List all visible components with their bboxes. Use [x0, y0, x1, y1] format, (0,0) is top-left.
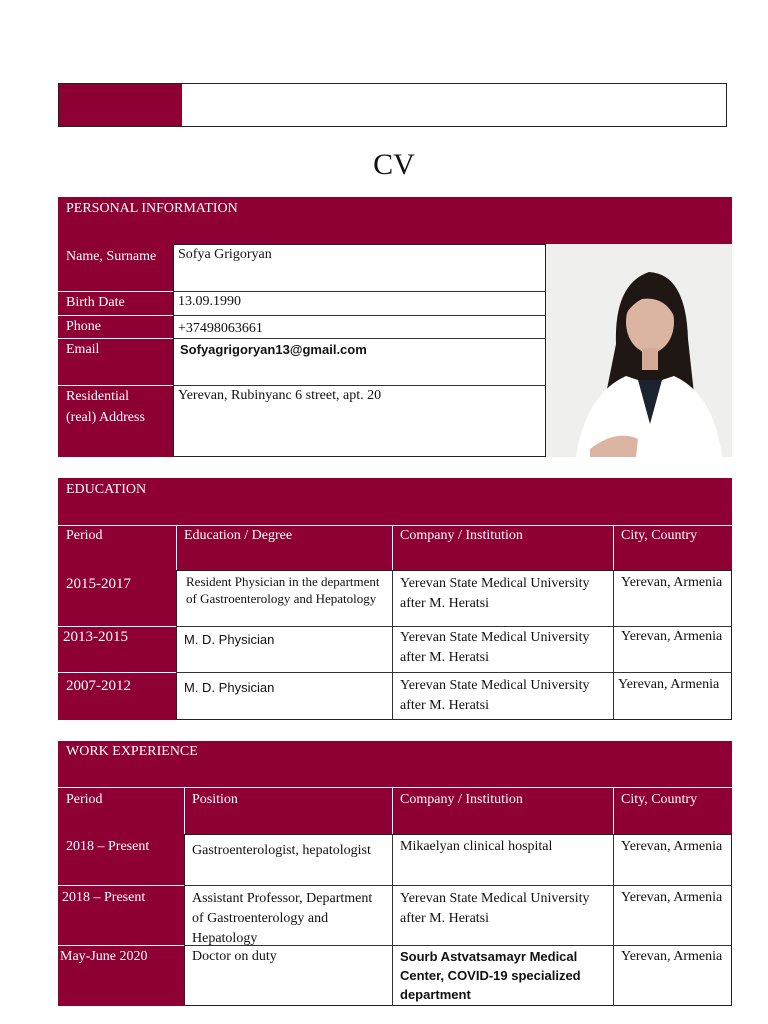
address-value: Yerevan, Rubinyanc 6 street, apt. 20	[178, 388, 382, 403]
work-row2-position: Assistant Professor, Department of Gastroenterology and Hepatology	[192, 891, 373, 946]
edu-row3-institution: Yerevan State Medical University after M. Heratsi	[400, 678, 590, 713]
edu-row2-institution: Yerevan State Medical University after M. Heratsi	[400, 630, 590, 665]
edu-row1-city: Yerevan, Armenia	[621, 575, 723, 590]
work-row1-city: Yerevan, Armenia	[621, 839, 723, 854]
edu-col-city: City, Country	[621, 528, 698, 543]
email-label: Email	[66, 342, 100, 357]
work-row1-period: 2018 – Present	[66, 839, 150, 854]
work-row1-position: Gastroenterologist, hepatologist	[192, 843, 371, 858]
portrait-icon	[546, 244, 732, 457]
edu-row2-degree: M. D. Physician	[184, 632, 275, 647]
page-title: CV	[373, 148, 415, 181]
work-row2-city: Yerevan, Armenia	[621, 890, 723, 905]
edu-row1-institution: Yerevan State Medical University after M. Heratsi	[400, 576, 590, 611]
edu-row3-degree: M. D. Physician	[184, 680, 275, 695]
birth-label: Birth Date	[66, 295, 125, 310]
work-row3-institution: Sourb Astvatsamayr Medical Center, COVID-19 specialized department	[400, 949, 581, 1002]
edu-row2-period: 2013-2015	[63, 629, 128, 645]
email-value[interactable]: Sofyagrigoryan13@gmail.com	[180, 342, 367, 357]
personal-heading: PERSONAL INFORMATION	[66, 201, 238, 216]
edu-row3-city: Yerevan, Armenia	[618, 677, 720, 692]
edu-row1-period: 2015-2017	[66, 576, 131, 592]
edu-row1-degree: Resident Physician in the department of Gastroenterology and Hepatology	[186, 574, 380, 606]
edu-row2-city: Yerevan, Armenia	[621, 629, 723, 644]
work-col-institution: Company / Institution	[400, 792, 523, 807]
work-col-city: City, Country	[621, 792, 698, 807]
edu-row3-period: 2007-2012	[66, 678, 131, 694]
work-row3-city: Yerevan, Armenia	[621, 949, 723, 964]
work-heading: WORK EXPERIENCE	[66, 744, 198, 759]
name-value: Sofya Grigoryan	[178, 247, 272, 262]
edu-col-degree: Education / Degree	[184, 528, 293, 543]
work-row1-institution: Mikaelyan clinical hospital	[400, 839, 553, 854]
name-label: Name, Surname	[66, 249, 157, 264]
phone-value: +37498063661	[178, 321, 263, 336]
work-col-position: Position	[192, 792, 238, 807]
address-label-line1: Residential	[66, 389, 129, 404]
header-accent-block	[59, 84, 182, 126]
edu-col-institution: Company / Institution	[400, 528, 523, 543]
education-heading: EDUCATION	[66, 482, 147, 497]
work-row2-institution: Yerevan State Medical University after M. Heratsi	[400, 891, 590, 926]
birth-value: 13.09.1990	[178, 294, 241, 309]
address-label-line2: (real) Address	[66, 410, 145, 425]
work-row2-period: 2018 – Present	[62, 890, 146, 905]
edu-col-period: Period	[66, 528, 103, 543]
work-row3-position: Doctor on duty	[192, 949, 277, 964]
profile-photo	[546, 244, 732, 457]
phone-label: Phone	[66, 319, 101, 334]
work-row3-period: May-June 2020	[60, 949, 148, 964]
header-bar	[58, 83, 727, 127]
work-col-period: Period	[66, 792, 103, 807]
